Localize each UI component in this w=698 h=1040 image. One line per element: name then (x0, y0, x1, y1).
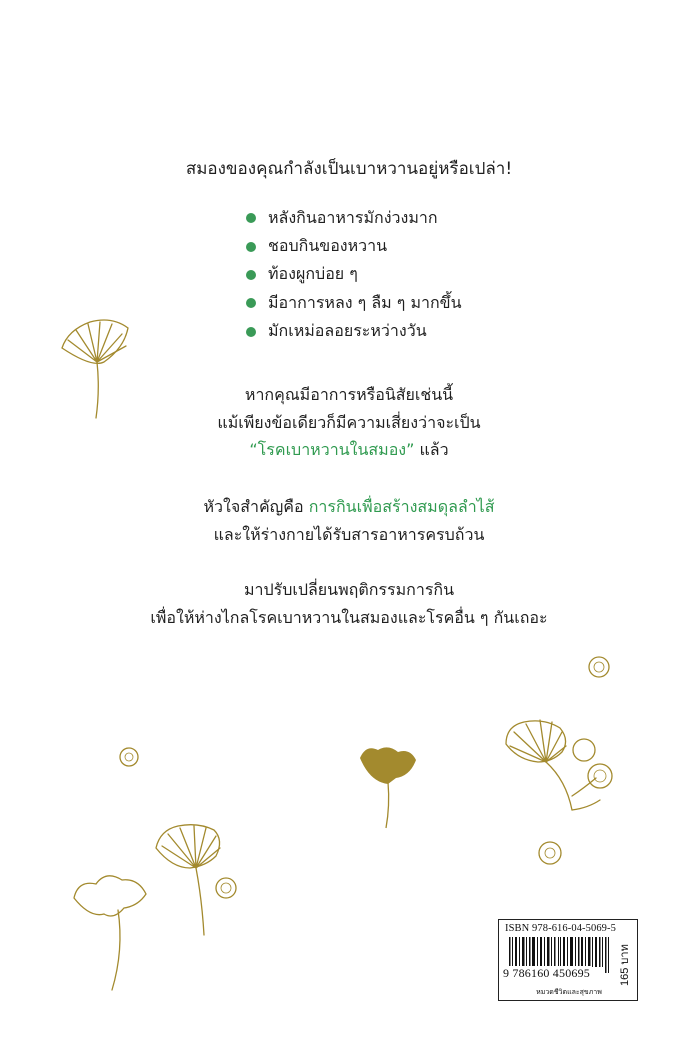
list-item: มักเหม่อลอยระหว่างวัน (246, 318, 462, 346)
headline: สมองของคุณกำลังเป็นเบาหวานอยู่หรือเปล่า! (185, 159, 513, 179)
ginkgo-leaf-filled-icon (360, 747, 416, 828)
call-to-action-paragraph: มาปรับเปลี่ยนพฤติกรรมการกิน เพื่อให้ห่างไกลโรคเบาหวานในสมองและโรคอื่น ๆ กันเถอะ (150, 580, 548, 627)
bullet-dot-icon (246, 298, 256, 308)
price-text: 165 บาท (619, 944, 631, 986)
key-point-paragraph: หัวใจสำคัญคือ การกินเพื่อสร้างสมดุลลำไส้ และให้ร่างกายได้รับสารอาหารครบถ้วน (203, 497, 495, 544)
warning-paragraph: หากคุณมีอาการหรือนิสัยเช่นนี้ แม้เพียงข้อเดียวก็มีความเสี่ยงว่าจะเป็น “โรคเบาหวานในสมอง” แล้ว (217, 385, 481, 459)
barcode-digits: 9 786160 450695 (503, 966, 590, 980)
ginkgo-leaf-icon (156, 825, 220, 935)
bullet-dot-icon (246, 242, 256, 252)
ginkgo-leaf-icon (506, 720, 600, 810)
ginkgo-leaf-icon (74, 876, 146, 990)
bullet-dot-icon (246, 270, 256, 280)
list-item: มีอาการหลง ๆ ลืม ๆ มากขึ้น (246, 289, 462, 317)
isbn-text: ISBN 978-616-04-5069-5 (505, 923, 616, 934)
symptom-list (246, 204, 462, 346)
barcode-label (498, 919, 638, 1001)
disease-highlight: “โรคเบาหวานในสมอง” (249, 440, 415, 459)
bullet-dot-icon (246, 327, 256, 337)
list-item: หลังกินอาหารมักง่วงมาก (246, 204, 462, 232)
gut-balance-highlight: การกินเพื่อสร้างสมดุลลำไส้ (308, 497, 495, 516)
list-item: ท้องผูกบ่อย ๆ (246, 261, 462, 289)
category-text: หมวดชีวิตและสุขภาพ (536, 988, 602, 996)
list-item: ชอบกินของหวาน (246, 232, 462, 260)
bullet-dot-icon (246, 213, 256, 223)
